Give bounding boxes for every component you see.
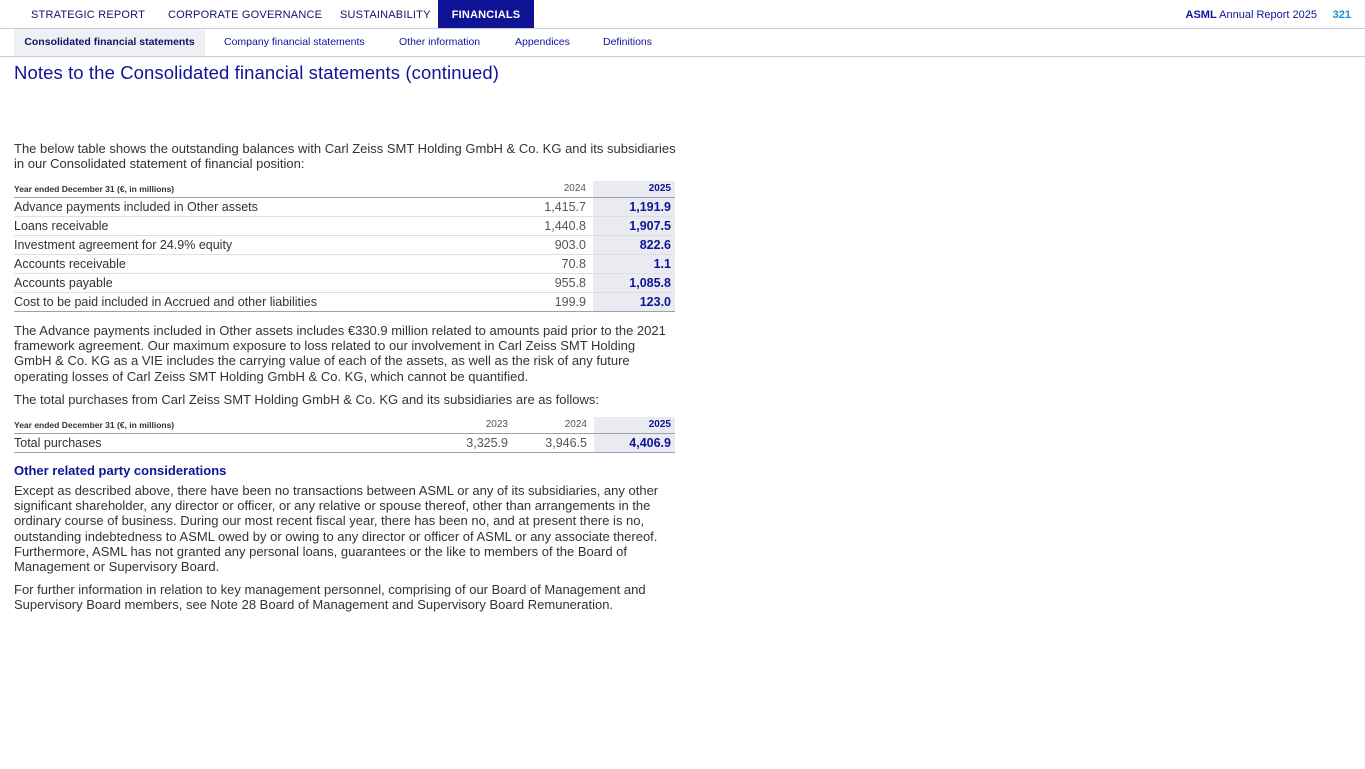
report-brand	[1186, 0, 1317, 29]
table-row	[14, 433, 675, 452]
tab-corporate-governance[interactable]: CORPORATE GOVERNANCE	[168, 9, 323, 21]
row-label: Cost to be paid included in Accrued and other liabilities	[14, 292, 503, 311]
table-row	[14, 254, 675, 273]
row-value-2025: 123.0	[593, 292, 675, 311]
table-row	[14, 197, 675, 216]
row-value-2025: 1,191.9	[593, 197, 675, 216]
tab-sustainability[interactable]: SUSTAINABILITY	[340, 9, 431, 21]
page-title: Notes to the Consolidated financial statements (continued)	[14, 62, 500, 83]
row-label: Total purchases	[14, 433, 437, 452]
row-label: Investment agreement for 24.9% equity	[14, 235, 503, 254]
row-value-2025: 822.6	[593, 235, 675, 254]
page-number: 321	[1332, 9, 1351, 21]
subnav-other-information[interactable]: Other information	[399, 36, 481, 48]
advance-payments-paragraph: The Advance payments included in Other assets includes €330.9 million related to amounts paid prior to the 2021 framework agreement. Our maximum exposure to loss related to our involvement in Carl Zeiss SMT Holding GmbH & Co. KG as a VIE includes the carrying value of each of the assets, as well as the risk of any future operating losses of Carl Zeiss SMT Holding GmbH & Co. KG, which cannot be quantified.	[14, 323, 666, 384]
row-value-2024: 3,946.5	[515, 433, 594, 452]
row-label: Advance payments included in Other assets	[14, 197, 503, 216]
table-header-2025: 2025	[593, 181, 675, 197]
row-value-2024: 903.0	[503, 235, 593, 254]
row-value-2025: 1.1	[593, 254, 675, 273]
table-header-2023: 2023	[437, 417, 515, 433]
table-header-2024: 2024	[515, 417, 594, 433]
section-heading: Other related party considerations	[14, 463, 227, 478]
row-label: Accounts receivable	[14, 254, 503, 273]
row-value-2024: 1,415.7	[503, 197, 593, 216]
table-row	[14, 292, 675, 311]
table-row	[14, 216, 675, 235]
further-information-paragraph: For further information in relation to key management personnel, comprising of our Board of Management and Supervisory Board members, see Note 28 Board of Management and Supervisory Board Remuneration.	[14, 582, 646, 613]
tab-strategic-report[interactable]: STRATEGIC REPORT	[31, 9, 146, 21]
sub-navigation	[0, 29, 1365, 57]
purchases-paragraph: The total purchases from Carl Zeiss SMT Holding GmbH & Co. KG and its subsidiaries are as follows:	[14, 392, 599, 407]
purchases-table	[14, 417, 675, 453]
table-header-2024: 2024	[503, 181, 593, 197]
row-value-2024: 1,440.8	[503, 216, 593, 235]
table-header-label: Year ended December 31 (€, in millions)	[14, 181, 503, 197]
other-considerations-paragraph: Except as described above, there have been no transactions between ASML or any of its subsidiaries, any other significant shareholder, any director or officer, or any relative or spouse thereof, other than arrangements in the ordinary course of business. During our most recent fiscal year, there has been no, and at present there is no, outstanding indebtedness to ASML owed by or owing to any director or officer of ASML or any associate thereof. Furthermore, ASML has not granted any personal loans, guarantees or the like to members of the Board of Management or Supervisory Board.	[14, 483, 659, 575]
row-value-2025: 1,907.5	[593, 216, 675, 235]
top-navigation	[0, 0, 1365, 29]
subnav-appendices[interactable]: Appendices	[515, 36, 570, 48]
table-row	[14, 235, 675, 254]
row-value-2025: 4,406.9	[594, 433, 675, 452]
row-label: Loans receivable	[14, 216, 503, 235]
tab-financials[interactable]: FINANCIALS	[438, 0, 534, 28]
row-value-2023: 3,325.9	[437, 433, 515, 452]
table-row	[14, 273, 675, 292]
row-value-2024: 955.8	[503, 273, 593, 292]
table-header-row	[14, 417, 675, 433]
subnav-company-financial-statements[interactable]: Company financial statements	[224, 36, 365, 48]
row-value-2024: 199.9	[503, 292, 593, 311]
balances-table	[14, 181, 675, 312]
row-value-2024: 70.8	[503, 254, 593, 273]
table-header-2025: 2025	[594, 417, 675, 433]
subnav-definitions[interactable]: Definitions	[603, 36, 653, 48]
table-header-label: Year ended December 31 (€, in millions)	[14, 417, 437, 433]
row-value-2025: 1,085.8	[593, 273, 675, 292]
brand-report-title: Annual Report 2025	[1219, 9, 1317, 21]
subnav-consolidated-financial-statements[interactable]: Consolidated financial statements	[14, 29, 205, 56]
row-label: Accounts payable	[14, 273, 503, 292]
intro-paragraph: The below table shows the outstanding balances with Carl Zeiss SMT Holding GmbH & Co. KG and its subsidiaries in our Consolidated statement of financial position:	[14, 141, 676, 172]
brand-name: ASML	[1185, 9, 1217, 21]
table-header-row	[14, 181, 675, 197]
